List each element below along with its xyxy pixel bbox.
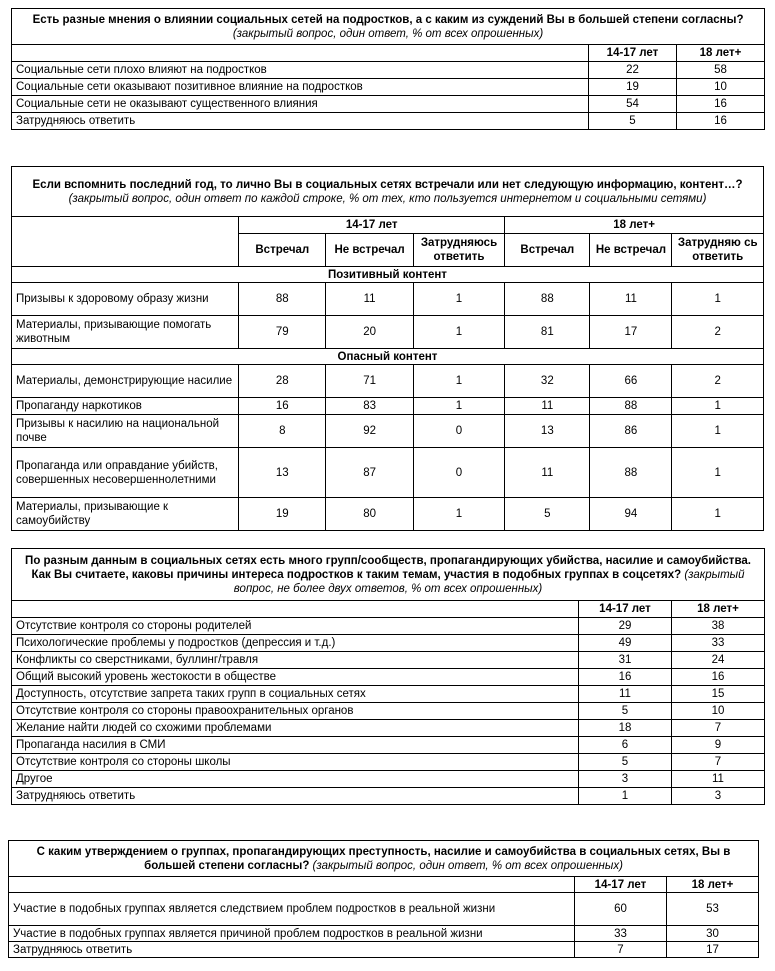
question-text: Если вспомнить последний год, то лично Вы в социальных сетях встречали или нет следующую информацию, контент…? <box>32 178 743 191</box>
value-cell: 1 <box>672 498 764 531</box>
value-14-17: 19 <box>589 79 677 96</box>
table-row <box>12 448 764 498</box>
sub-header-dont-know: Затрудняюсь ответить <box>413 234 505 267</box>
value-cell: 1 <box>672 415 764 448</box>
table-row <box>12 652 765 669</box>
table-content-encountered <box>11 166 764 531</box>
value-18plus: 33 <box>672 635 765 652</box>
table-row <box>9 893 759 926</box>
value-cell: 71 <box>326 365 413 398</box>
sub-header-not-met: Не встречал <box>590 234 672 267</box>
value-cell: 1 <box>413 398 505 415</box>
row-label: Затрудняюсь ответить <box>12 788 579 805</box>
row-label: Отсутствие контроля со стороны родителей <box>12 618 579 635</box>
question-cell <box>12 549 765 601</box>
question-cell <box>9 841 759 877</box>
value-cell: 88 <box>239 283 326 316</box>
header-empty <box>12 601 579 618</box>
table-row <box>12 498 764 531</box>
question-cell <box>12 167 764 217</box>
table-row <box>12 635 765 652</box>
col-header-14-17: 14-17 лет <box>589 45 677 62</box>
col-header-18plus: 18 лет+ <box>672 601 765 618</box>
value-cell: 2 <box>672 365 764 398</box>
header-empty <box>12 217 239 267</box>
value-cell: 11 <box>505 448 590 498</box>
value-cell: 17 <box>590 316 672 349</box>
value-cell: 92 <box>326 415 413 448</box>
value-cell: 0 <box>413 415 505 448</box>
value-cell: 87 <box>326 448 413 498</box>
value-cell: 1 <box>413 498 505 531</box>
row-label: Другое <box>12 771 579 788</box>
value-14-17: 29 <box>579 618 672 635</box>
col-header-18plus: 18 лет+ <box>667 877 759 893</box>
table-row <box>12 771 765 788</box>
row-label: Отсутствие контроля со стороны правоохранительных органов <box>12 703 579 720</box>
value-cell: 16 <box>239 398 326 415</box>
value-cell: 32 <box>505 365 590 398</box>
row-label: Пропаганда или оправдание убийств, совершенных несовершеннолетними <box>12 448 239 498</box>
table-row <box>12 113 765 130</box>
value-cell: 94 <box>590 498 672 531</box>
value-cell: 5 <box>505 498 590 531</box>
value-14-17: 5 <box>579 754 672 771</box>
table-row <box>12 703 765 720</box>
value-14-17: 54 <box>589 96 677 113</box>
table-row <box>12 283 764 316</box>
value-cell: 86 <box>590 415 672 448</box>
value-cell: 1 <box>413 365 505 398</box>
value-18plus: 16 <box>677 113 765 130</box>
sub-header-met: Встречал <box>239 234 326 267</box>
value-cell: 81 <box>505 316 590 349</box>
col-header-18plus: 18 лет+ <box>677 45 765 62</box>
table-row <box>12 398 764 415</box>
header-empty <box>12 45 589 62</box>
table-row <box>9 942 759 958</box>
value-14-17: 7 <box>575 942 667 958</box>
value-cell: 88 <box>590 398 672 415</box>
table-row <box>12 62 765 79</box>
table-social-influence <box>11 8 765 130</box>
value-cell: 11 <box>590 283 672 316</box>
table-row <box>12 415 764 448</box>
sub-header-dont-know: Затрудняю сь ответить <box>672 234 764 267</box>
row-label: Материалы, призывающие помогать животным <box>12 316 239 349</box>
value-cell: 1 <box>413 283 505 316</box>
value-18plus: 38 <box>672 618 765 635</box>
value-cell: 2 <box>672 316 764 349</box>
value-18plus: 16 <box>677 96 765 113</box>
row-label: Общий высокий уровень жестокости в обществе <box>12 669 579 686</box>
group-header-14-17: 14-17 лет <box>239 217 505 234</box>
row-label: Призывы к здоровому образу жизни <box>12 283 239 316</box>
value-14-17: 5 <box>579 703 672 720</box>
row-label: Социальные сети не оказывают существенного влияния <box>12 96 589 113</box>
value-cell: 83 <box>326 398 413 415</box>
value-14-17: 60 <box>575 893 667 926</box>
value-14-17: 33 <box>575 926 667 942</box>
value-18plus: 7 <box>672 754 765 771</box>
row-label: Отсутствие контроля со стороны школы <box>12 754 579 771</box>
table-row <box>12 96 765 113</box>
value-14-17: 18 <box>579 720 672 737</box>
table-row <box>12 788 765 805</box>
sub-header-not-met: Не встречал <box>326 234 413 267</box>
value-14-17: 11 <box>579 686 672 703</box>
value-cell: 13 <box>505 415 590 448</box>
value-cell: 0 <box>413 448 505 498</box>
row-label: Участие в подобных группах является следствием проблем подростков в реальной жизни <box>9 893 575 926</box>
row-label: Социальные сети плохо влияют на подростков <box>12 62 589 79</box>
value-18plus: 10 <box>677 79 765 96</box>
table-row <box>12 316 764 349</box>
value-cell: 1 <box>672 283 764 316</box>
value-18plus: 7 <box>672 720 765 737</box>
row-label: Затрудняюсь ответить <box>9 942 575 958</box>
row-label: Призывы к насилию на национальной почве <box>12 415 239 448</box>
row-label: Материалы, призывающие к самоубийству <box>12 498 239 531</box>
value-cell: 1 <box>672 398 764 415</box>
value-cell: 13 <box>239 448 326 498</box>
group-header-18plus: 18 лет+ <box>505 217 764 234</box>
table-row <box>12 686 765 703</box>
value-18plus: 24 <box>672 652 765 669</box>
row-label: Пропаганда насилия в СМИ <box>12 737 579 754</box>
value-18plus: 58 <box>677 62 765 79</box>
table-row <box>12 79 765 96</box>
table-row <box>12 754 765 771</box>
row-label: Конфликты со сверстниками, буллинг/травля <box>12 652 579 669</box>
table-row <box>12 720 765 737</box>
value-cell: 88 <box>505 283 590 316</box>
question-cell <box>12 9 765 45</box>
value-cell: 1 <box>672 448 764 498</box>
value-cell: 79 <box>239 316 326 349</box>
table-interest-reasons <box>11 548 765 805</box>
question-note: (закрытый вопрос, один ответ по каждой строке, % от тех, кто пользуется интернетом и социальными сетями) <box>68 192 707 205</box>
value-18plus: 3 <box>672 788 765 805</box>
table-row <box>12 737 765 754</box>
value-18plus: 9 <box>672 737 765 754</box>
header-empty <box>9 877 575 893</box>
value-cell: 66 <box>590 365 672 398</box>
value-18plus: 10 <box>672 703 765 720</box>
row-label: Доступность, отсутствие запрета таких групп в социальных сетях <box>12 686 579 703</box>
col-header-14-17: 14-17 лет <box>579 601 672 618</box>
value-18plus: 53 <box>667 893 759 926</box>
value-14-17: 22 <box>589 62 677 79</box>
section-dangerous-content: Опасный контент <box>12 349 764 365</box>
section-positive-content: Позитивный контент <box>12 267 764 283</box>
value-14-17: 16 <box>579 669 672 686</box>
table-row <box>12 365 764 398</box>
question-note: (закрытый вопрос, один ответ, % от всех опрошенных) <box>232 27 544 40</box>
table-row <box>12 618 765 635</box>
value-14-17: 3 <box>579 771 672 788</box>
value-cell: 1 <box>413 316 505 349</box>
value-14-17: 31 <box>579 652 672 669</box>
value-18plus: 16 <box>672 669 765 686</box>
value-14-17: 1 <box>579 788 672 805</box>
row-label: Затрудняюсь ответить <box>12 113 589 130</box>
table-groups-statement <box>8 840 759 958</box>
row-label: Социальные сети оказывают позитивное влияние на подростков <box>12 79 589 96</box>
question-text: Есть разные мнения о влиянии социальных сетей на подростков, а с каким из суждений Вы в большей степени согласны? <box>32 13 744 26</box>
value-18plus: 15 <box>672 686 765 703</box>
row-label: Участие в подобных группах является причиной проблем подростков в реальной жизни <box>9 926 575 942</box>
row-label: Желание найти людей со схожими проблемами <box>12 720 579 737</box>
question-text: С каким утверждением о группах, пропагандирующих преступность, насилие и самоубийства в социальных сетях, Вы в большей степени согласны? <box>36 845 731 872</box>
value-cell: 11 <box>505 398 590 415</box>
value-18plus: 11 <box>672 771 765 788</box>
question-note: (закрытый вопрос, не более двух ответов, % от всех опрошенных) <box>233 568 745 595</box>
value-cell: 28 <box>239 365 326 398</box>
value-18plus: 17 <box>667 942 759 958</box>
table-row <box>9 926 759 942</box>
question-text: По разным данным в социальных сетях есть много групп/сообществ, пропагандирующих убийства, насилие и самоубийства. Как Вы считаете, каковы причины интереса подростков к таким темам, участия в подобных группах в соцсетях? <box>25 554 751 581</box>
value-18plus: 30 <box>667 926 759 942</box>
row-label: Психологические проблемы у подростков (депрессия и т.д.) <box>12 635 579 652</box>
sub-header-met: Встречал <box>505 234 590 267</box>
value-14-17: 49 <box>579 635 672 652</box>
value-14-17: 6 <box>579 737 672 754</box>
value-cell: 11 <box>326 283 413 316</box>
question-note: (закрытый вопрос, один ответ, % от всех опрошенных) <box>309 859 623 872</box>
value-cell: 20 <box>326 316 413 349</box>
table-row <box>12 669 765 686</box>
col-header-14-17: 14-17 лет <box>575 877 667 893</box>
value-cell: 80 <box>326 498 413 531</box>
value-cell: 19 <box>239 498 326 531</box>
value-cell: 88 <box>590 448 672 498</box>
row-label: Пропаганду наркотиков <box>12 398 239 415</box>
value-cell: 8 <box>239 415 326 448</box>
value-14-17: 5 <box>589 113 677 130</box>
row-label: Материалы, демонстрирующие насилие <box>12 365 239 398</box>
